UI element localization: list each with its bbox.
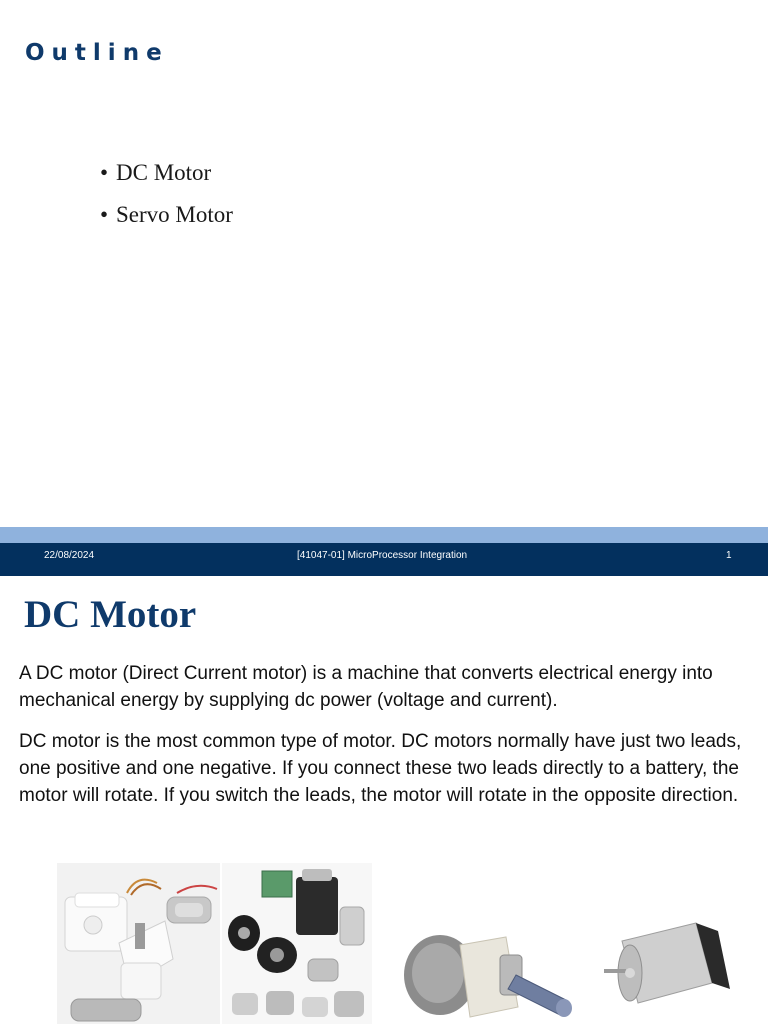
bullet-item [100, 156, 233, 198]
small-dc-motor-photo [600, 911, 745, 1024]
geared-motors-photo [57, 863, 220, 1024]
footer-date: 22/08/2024 [44, 550, 95, 561]
slide-title: Outline [25, 40, 169, 66]
slide-footer [0, 543, 768, 576]
bullet-text: DC Motor [116, 160, 212, 185]
bullet-text: Servo Motor [116, 202, 233, 227]
gear-motor-photo [400, 911, 582, 1024]
paragraph: DC motor is the most common type of motor. DC motors normally have just two leads, one positive and one negative. If you connect these two leads directly to a battery, the motor will rotate. If you switch the leads, the motor will rotate in the opposite direction. [19, 731, 742, 806]
slide-title: DC Motor [24, 593, 197, 636]
assorted-motors-photo [222, 863, 372, 1024]
footer-accent-band [0, 527, 768, 543]
footer-course: [41047-01] MicroProcessor Integration [297, 550, 468, 561]
bullet-dot-icon: • [100, 202, 109, 227]
footer-page-number: 1 [726, 550, 732, 561]
bullet-item [100, 198, 233, 240]
bullet-list [100, 156, 233, 240]
paragraph: A DC motor (Direct Current motor) is a machine that converts electrical energy into mechanical energy by supplying dc power (voltage and current). [19, 663, 713, 711]
bullet-dot-icon: • [100, 160, 109, 185]
dc-motor-slide [0, 576, 768, 1024]
